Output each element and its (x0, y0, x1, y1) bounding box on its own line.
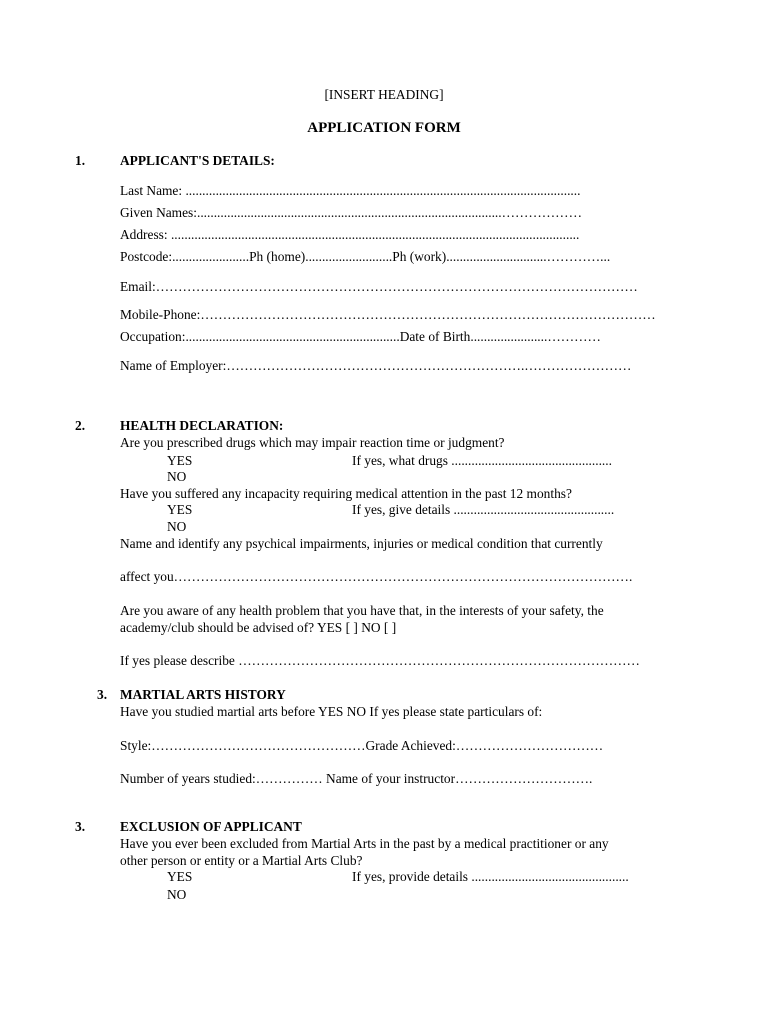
martial-arts-history-question[interactable]: Have you studied martial arts before YES NO If yes please state particulars of: (120, 704, 543, 719)
last-name-field[interactable]: Last Name: ...................................................................................................................... (120, 183, 581, 198)
section-1-title: APPLICANT'S DETAILS: (120, 153, 275, 168)
mobile-phone-field[interactable]: Mobile-Phone:………………………………………………………………………………………… (120, 307, 656, 322)
insert-heading-placeholder: [INSERT HEADING] (324, 87, 444, 102)
section-4-number: 3. (75, 819, 86, 834)
drugs-question: Are you prescribed drugs which may impair reaction time or judgment? (120, 435, 505, 450)
section-3-title: MARTIAL ARTS HISTORY (120, 687, 286, 702)
section-2-number: 2. (75, 418, 86, 433)
style-grade-fields[interactable]: Style:…………………………………………Grade Achieved:…………………………… (120, 738, 604, 753)
years-instructor-fields[interactable]: Number of years studied:…………… Name of your instructor…………………………. (120, 771, 593, 786)
section-4-title: EXCLUSION OF APPLICANT (120, 819, 302, 834)
exclusion-question-line-2: other person or entity or a Martial Arts Club? (120, 853, 363, 868)
address-field[interactable]: Address: .......................................................................................................................... (120, 227, 580, 242)
postcode-phone-fields[interactable]: Postcode:.......................Ph (home)..........................Ph (work)..............................…………... (120, 249, 611, 264)
incapacity-yes-option[interactable]: YES (167, 502, 193, 517)
section-2-title: HEALTH DECLARATION: (120, 418, 284, 433)
form-title: APPLICATION FORM (307, 120, 461, 136)
section-1-number: 1. (75, 153, 86, 168)
given-names-field[interactable]: Given Names:...........................................................................................……………… (120, 205, 582, 220)
incapacity-detail-field[interactable]: If yes, give details ................................................ (352, 502, 615, 517)
health-problem-question: Are you aware of any health problem that you have that, in the interests of your safety, the (120, 603, 604, 618)
incapacity-no-option[interactable]: NO (167, 519, 187, 534)
exclusion-yes-option[interactable]: YES (167, 869, 193, 884)
incapacity-question: Have you suffered any incapacity requiring medical attention in the past 12 months? (120, 486, 572, 501)
exclusion-question-line-1: Have you ever been excluded from Martial Arts in the past by a medical practitioner or any (120, 836, 609, 851)
drugs-no-option[interactable]: NO (167, 469, 187, 484)
exclusion-no-option[interactable]: NO (167, 887, 187, 902)
exclusion-detail-field[interactable]: If yes, provide details ............................................... (352, 869, 629, 884)
health-problem-yes-no[interactable]: academy/club should be advised of? YES [ ] NO [ ] (120, 620, 397, 635)
health-problem-describe-field[interactable]: If yes please describe ……………………………………………………………………………… (120, 653, 640, 668)
impairments-question: Name and identify any psychical impairments, injuries or medical condition that currently (120, 536, 603, 551)
employer-field[interactable]: Name of Employer:………………………………………………………….…………………… (120, 358, 632, 373)
email-field[interactable]: Email:……………………………………………………………………………………………… (120, 279, 638, 294)
drugs-yes-option[interactable]: YES (167, 453, 193, 468)
impairments-field[interactable]: affect you…………………………………………………………………………………………. (120, 569, 633, 584)
section-3-number: 3. (97, 687, 108, 702)
occupation-dob-fields[interactable]: Occupation:................................................................Date of Birth.......................………… (120, 329, 601, 344)
drugs-detail-field[interactable]: If yes, what drugs ................................................ (352, 453, 612, 468)
